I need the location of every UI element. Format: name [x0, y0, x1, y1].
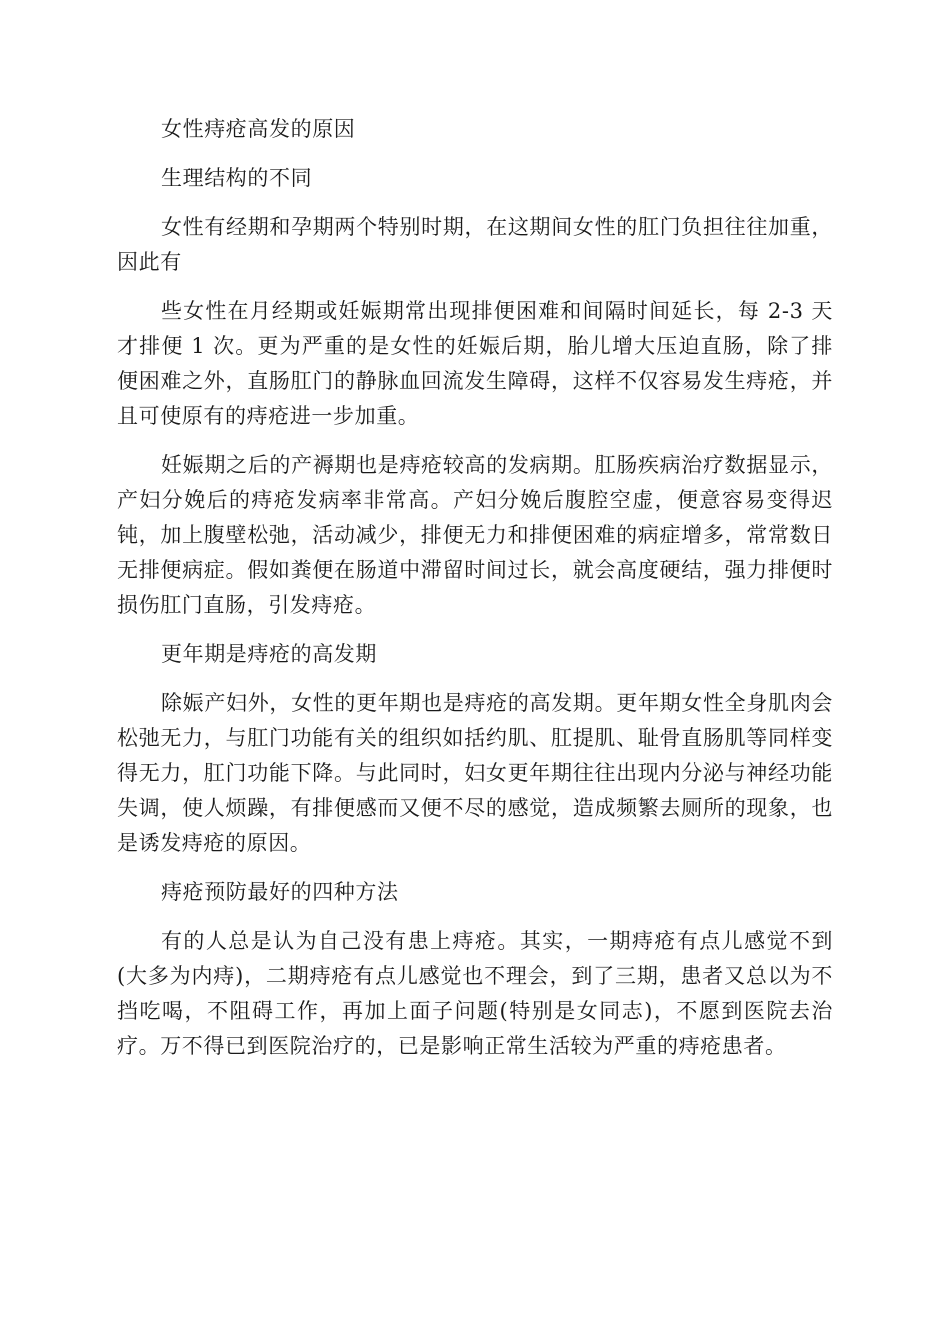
paragraph-postpartum: 妊娠期之后的产褥期也是痔疮较高的发病期。肛肠疾病治疗数据显示，产妇分娩后的痔疮发病率非常高。产妇分娩后腹腔空虚，便意容易变得迟钝，加上腹壁松弛，活动减少，排便无力和排便困难的病症增多，常常数日无排便病症。假如粪便在肠道中滞留时间过长，就会高度硬结，强力排便时损伤肛门直肠，引发痔疮。: [117, 453, 833, 617]
paragraph-menopause: 除娠产妇外，女性的更年期也是痔疮的高发期。更年期女性全身肌肉会松弛无力，与肛门功能有关的组织如括约肌、肛提肌、耻骨直肠肌等同样变得无力，肛门功能下降。与此同时，妇女更年期往往出现内分泌与神经功能失调，使人烦躁，有排便感而又便不尽的感觉，造成频繁去厕所的现象，也是诱发痔疮的原因。: [117, 691, 833, 855]
paragraph-prevention: 有的人总是认为自己没有患上痔疮。其实，一期痔疮有点儿感觉不到(大多为内痔)，二期痔疮有点儿感觉也不理会，到了三期，患者又总以为不挡吃喝，不阻碍工作，再加上面子问题(特别是女同志)，不愿到医院去治疗。万不得已到医院治疗的，已是影响正常生活较为严重的痔疮患者。: [117, 929, 833, 1058]
document-body: [117, 112, 833, 1078]
paragraph-pregnancy: 些女性在月经期或妊娠期常出现排便困难和间隔时间延长，每 2-3 天才排便 1 次。更为严重的是女性的妊娠后期，胎儿增大压迫直肠，除了排便困难之外，直肠肛门的静脉血回流发生障碍，这样不仅容易发生痔疮，并且可使原有的痔疮进一步加重。: [117, 299, 833, 428]
paragraph-periods: 女性有经期和孕期两个特别时期，在这期间女性的肛门负担往往加重，因此有: [117, 215, 833, 274]
heading-prevention: 痔疮预防最好的四种方法: [161, 880, 399, 904]
heading-causes: 女性痔疮高发的原因: [161, 117, 356, 141]
heading-physiology: 生理结构的不同: [161, 166, 313, 190]
heading-menopause: 更年期是痔疮的高发期: [161, 642, 377, 666]
